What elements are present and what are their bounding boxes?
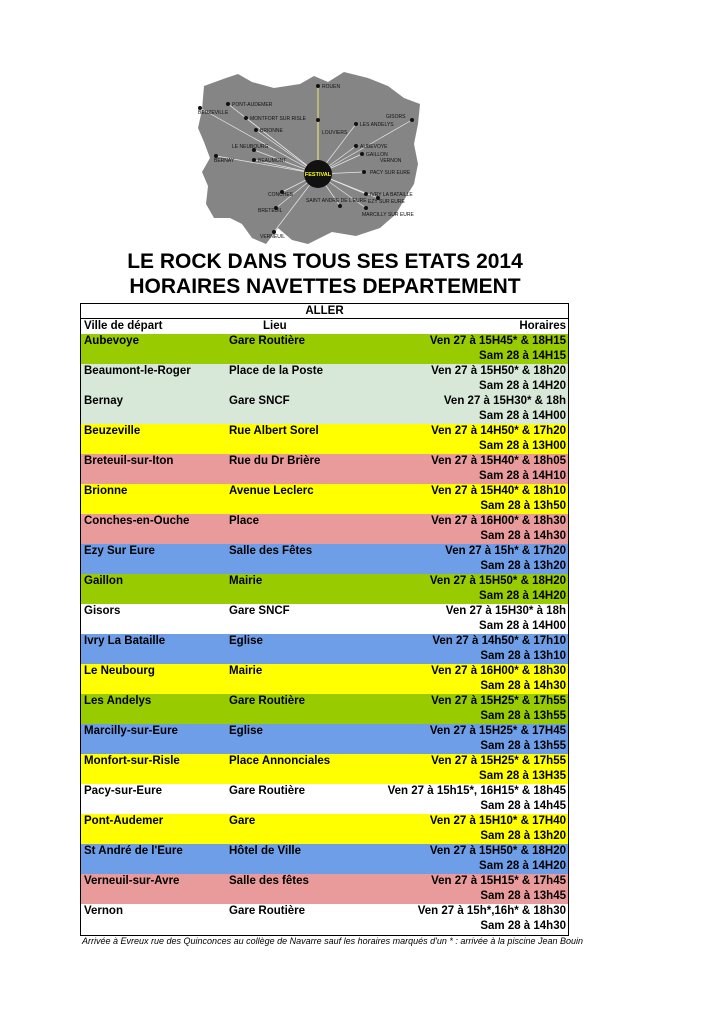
- saturday-times: Sam 28 à 14H15: [479, 350, 566, 362]
- map-city-label: ROUEN: [322, 84, 341, 90]
- table-row: [81, 364, 568, 394]
- departure-place: Mairie: [229, 575, 263, 587]
- map-city-label: VERNEUIL: [260, 234, 286, 240]
- departure-city: Beaumont-le-Roger: [84, 365, 191, 377]
- map-city-label: BERNAY: [214, 158, 235, 164]
- departure-place: Rue Albert Sorel: [229, 425, 319, 437]
- table-row: [81, 334, 568, 364]
- friday-times: Ven 27 à 15H30* à 18h: [445, 605, 566, 617]
- table-row: [81, 484, 568, 514]
- col-header-times: Horaires: [519, 320, 566, 332]
- saturday-times: Sam 28 à 13h55: [480, 710, 566, 722]
- table-body: [81, 334, 568, 934]
- column-headers: [81, 319, 568, 334]
- page-subtitle: HORAIRES NAVETTES DEPARTEMENT: [129, 275, 521, 298]
- friday-times: Ven 27 à 15H50* & 18H20: [429, 845, 566, 857]
- saturday-times: Sam 28 à 13h55: [480, 740, 566, 752]
- table-row: [81, 454, 568, 484]
- departure-place: Gare Routière: [229, 905, 306, 917]
- table-row: [81, 754, 568, 784]
- festival-label: FESTIVAL: [304, 172, 332, 178]
- friday-times: Ven 27 à 15H15* & 17h45: [431, 875, 566, 887]
- table-row: [81, 874, 568, 904]
- map-city-label: MARCILLY SUR EURE: [362, 212, 414, 218]
- map-city-label: SAINT ANDRE DE L'EURE: [306, 198, 367, 204]
- map-city-label: PACY SUR EURE: [370, 170, 411, 176]
- departure-place: Place de la Poste: [229, 365, 323, 377]
- map-city-label: LE NEUBOURG: [232, 144, 269, 150]
- map-city-label: GAILLON: [366, 152, 388, 158]
- table-row: [81, 544, 568, 574]
- departure-city: Gaillon: [84, 575, 123, 587]
- departure-city: Gisors: [84, 605, 121, 617]
- friday-times: Ven 27 à 16H00* & 18h30: [431, 515, 566, 527]
- departure-city: Monfort-sur-Risle: [84, 755, 180, 767]
- departure-city: Pacy-sur-Eure: [84, 785, 162, 797]
- footnote: Arrivée à Evreux rue des Quinconces au collège de Navarre sauf les horaires marqués d'un * : arrivée à la piscine Jean Bouin: [82, 936, 583, 946]
- departure-place: Rue du Dr Brière: [229, 455, 321, 467]
- saturday-times: Sam 28 à 13h10: [480, 650, 566, 662]
- table-row: [81, 634, 568, 664]
- friday-times: Ven 27 à 14H50* & 17h20: [431, 425, 566, 437]
- map-city-label: IVRY LA BATAILLE: [370, 192, 413, 198]
- friday-times: Ven 27 à 15H40* & 18h05: [431, 455, 566, 467]
- col-header-city: Ville de départ: [84, 320, 163, 332]
- saturday-times: Sam 28 à 14H00: [479, 620, 566, 632]
- saturday-times: Sam 28 à 13h45: [480, 890, 566, 902]
- saturday-times: Sam 28 à 14h30: [480, 680, 566, 692]
- departure-city: Ezy Sur Eure: [84, 545, 155, 557]
- departure-city: Ivry La Bataille: [84, 635, 166, 647]
- friday-times: Ven 27 à 16H00* & 18h30: [431, 665, 566, 677]
- departure-city: St André de l'Eure: [84, 845, 183, 857]
- shuttle-schedule-table: [80, 303, 569, 936]
- table-row: [81, 424, 568, 454]
- departure-city: Conches-en-Ouche: [84, 515, 190, 527]
- friday-times: Ven 27 à 15h15*, 16H15* & 18h45: [387, 785, 566, 797]
- table-row: [81, 664, 568, 694]
- col-header-place: Lieu: [263, 320, 287, 332]
- saturday-times: Sam 28 à 14h30: [480, 530, 566, 542]
- friday-times: Ven 27 à 15H50* & 18h20: [431, 365, 566, 377]
- table-row: [81, 724, 568, 754]
- departure-place: Gare SNCF: [229, 395, 290, 407]
- saturday-times: Sam 28 à 13H35: [479, 770, 566, 782]
- map-city-label: BEAUMONT: [258, 158, 287, 164]
- departure-place: Place: [229, 515, 260, 527]
- saturday-times: Sam 28 à 13h50: [480, 500, 566, 512]
- map-city-label: MONTFORT SUR RISLE: [250, 116, 306, 122]
- departure-city: Verneuil-sur-Avre: [84, 875, 180, 887]
- saturday-times: Sam 28 à 13h20: [480, 560, 566, 572]
- departure-place: Gare Routière: [229, 335, 306, 347]
- map-city-label: PONT-AUDEMER: [232, 102, 273, 108]
- departure-city: Les Andelys: [84, 695, 152, 707]
- departure-place: Gare Routière: [229, 785, 306, 797]
- friday-times: Ven 27 à 15H25* & 17h55: [431, 755, 566, 767]
- friday-times: Ven 27 à 15H50* & 18H20: [429, 575, 566, 587]
- saturday-times: Sam 28 à 14h45: [480, 800, 566, 812]
- departure-place: Gare SNCF: [229, 605, 290, 617]
- departure-place: Gare: [229, 815, 256, 827]
- saturday-times: Sam 28 à 14H20: [479, 380, 566, 392]
- table-row: [81, 904, 568, 934]
- table-row: [81, 394, 568, 424]
- map-city-label: LES ANDELYS: [360, 122, 394, 128]
- table-row: [81, 694, 568, 724]
- table-row: [81, 844, 568, 874]
- departure-city: Bernay: [84, 395, 123, 407]
- map-city-label: CONCHES: [268, 192, 294, 198]
- saturday-times: Sam 28 à 13h20: [480, 830, 566, 842]
- friday-times: Ven 27 à 15H25* & 17H45: [429, 725, 566, 737]
- friday-times: Ven 27 à 15H25* & 17h55: [431, 695, 566, 707]
- departure-city: Breteuil-sur-Iton: [84, 455, 174, 467]
- saturday-times: Sam 28 à 14H00: [479, 410, 566, 422]
- map-city-label: EZY SUR EURE: [368, 199, 405, 205]
- departure-place: Salle des Fêtes: [229, 545, 313, 557]
- friday-times: Ven 27 à 15H30* & 18h: [443, 395, 566, 407]
- map-city-label: AUBEVOYE: [360, 144, 388, 150]
- saturday-times: Sam 28 à 14h30: [480, 920, 566, 932]
- friday-times: Ven 27 à 15H10* & 17H40: [429, 815, 566, 827]
- section-header: ALLER: [81, 304, 568, 319]
- departure-city: Marcilly-sur-Eure: [84, 725, 178, 737]
- departure-place: Hôtel de Ville: [229, 845, 302, 857]
- map-city-label: BEUZEVILLE: [198, 110, 229, 116]
- map-city-label: GISORS: [386, 114, 406, 120]
- departure-place: Avenue Leclerc: [229, 485, 314, 497]
- departure-place: Place Annonciales: [229, 755, 331, 767]
- table-row: [81, 784, 568, 814]
- friday-times: Ven 27 à 15h*,16h* & 18h30: [417, 905, 566, 917]
- departure-place: Eglise: [229, 635, 263, 647]
- saturday-times: Sam 28 à 14H10: [479, 470, 566, 482]
- table-row: [81, 814, 568, 844]
- departure-place: Mairie: [229, 665, 263, 677]
- page-title: LE ROCK DANS TOUS SES ETATS 2014: [127, 250, 523, 273]
- table-row: [81, 574, 568, 604]
- departure-city: Vernon: [84, 905, 123, 917]
- saturday-times: Sam 28 à 14H20: [479, 590, 566, 602]
- map-city-label: VERNON: [380, 158, 402, 164]
- eure-department-map: [192, 68, 437, 246]
- table-row: [81, 514, 568, 544]
- departure-city: Brionne: [84, 485, 128, 497]
- saturday-times: Sam 28 à 14H20: [479, 860, 566, 872]
- departure-place: Salle des fêtes: [229, 875, 309, 887]
- departure-place: Eglise: [229, 725, 263, 737]
- friday-times: Ven 27 à 15H40* & 18h10: [431, 485, 566, 497]
- departure-city: Le Neubourg: [84, 665, 155, 677]
- departure-city: Aubevoye: [84, 335, 139, 347]
- saturday-times: Sam 28 à 13H00: [479, 440, 566, 452]
- map-city-label: BRETEUIL: [258, 208, 283, 214]
- table-row: [81, 604, 568, 634]
- friday-times: Ven 27 à 14h50* & 17h10: [432, 635, 566, 647]
- departure-city: Beuzeville: [84, 425, 141, 437]
- friday-times: Ven 27 à 15h* & 17h20: [445, 545, 566, 557]
- map-city-label: LOUVIERS: [322, 130, 348, 136]
- friday-times: Ven 27 à 15H45* & 18H15: [429, 335, 566, 347]
- departure-city: Pont-Audemer: [84, 815, 164, 827]
- departure-place: Gare Routière: [229, 695, 306, 707]
- map-city-label: BRIONNE: [260, 128, 283, 134]
